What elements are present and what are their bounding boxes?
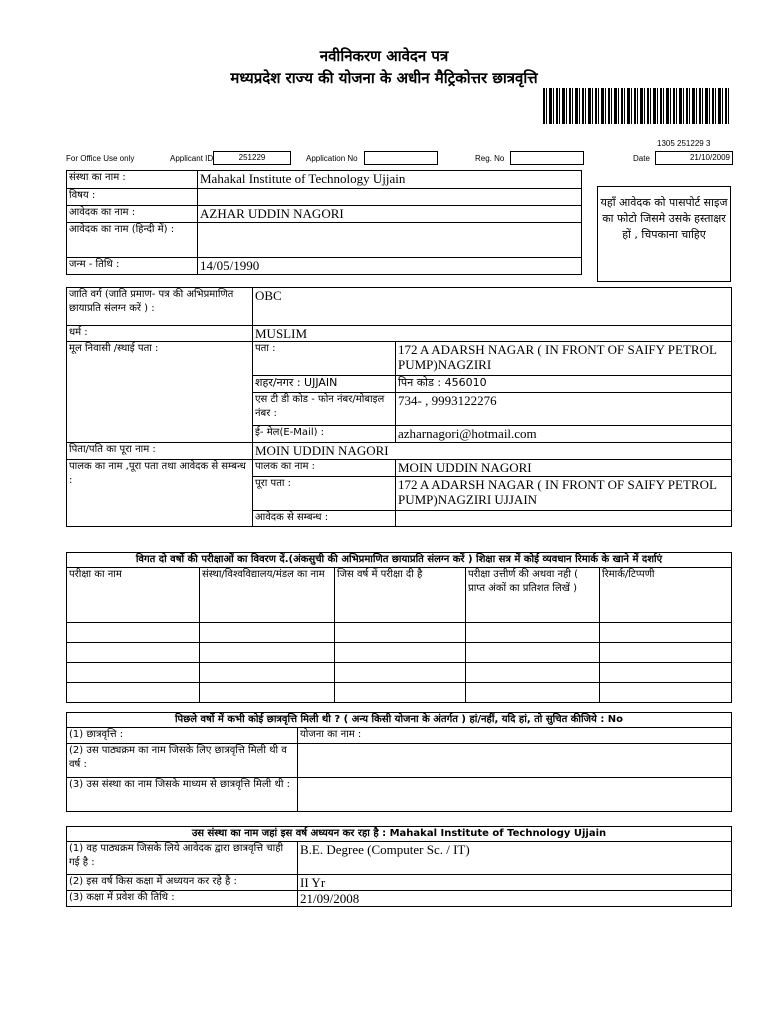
email-value[interactable]: azharnagori@hotmail.com <box>396 426 732 443</box>
photo-box: यहाँ आवेदक को पासपोर्ट साइज का फोटो जिसमे उसके हस्ताक्षर हों , चिपकाना चाहिए <box>597 186 731 282</box>
dob-label: जन्म - तिथि : <box>67 258 198 275</box>
guardian-name-value[interactable]: MOIN UDDIN NAGORI <box>396 460 732 477</box>
guardian-addr-value[interactable]: 172 A ADARSH NAGAR ( IN FRONT OF SAIFY PETROL PUMP)NAGZIRI UJJAIN <box>396 477 732 511</box>
address-label: मूल निवासी /स्थाई पता : <box>67 342 253 443</box>
guardian-name-label: पालक का नाम : <box>253 460 396 477</box>
table-row <box>67 623 732 643</box>
reg-no-label: Reg. No <box>475 154 505 163</box>
exam-col-year: जिस वर्ष में परीक्षा दी है <box>335 568 466 623</box>
father-name-value[interactable]: MOIN UDDIN NAGORI <box>253 443 732 460</box>
subject-value[interactable] <box>198 189 582 206</box>
exams-heading: विगत दो वर्षो की परीक्षाओं का विवरण दें.(अंकसुची की अभिप्रमाणित छायाप्रति संलग्न करें ) शिक्षा सत्र में कोई व्यवधान रिमार्क के खाने में दर्शाएं <box>67 553 732 568</box>
details-table <box>66 287 732 527</box>
caste-value[interactable]: OBC <box>253 288 732 326</box>
prev-row1-label: (1) छात्रवृत्ति : <box>67 728 298 744</box>
applicant-name-hindi-value[interactable] <box>198 223 582 258</box>
application-no-field[interactable] <box>364 151 438 165</box>
current-heading: उस संस्था का नाम जहां इस वर्ष अध्ययन कर रहा है : Mahakal Institute of Technology Ujjain <box>67 827 732 842</box>
application-no-label: Application No <box>306 154 358 163</box>
guardian-label: पालक का नाम ,पूरा पता तथा आवेदक से सम्बन्ध : <box>67 460 253 527</box>
course-value[interactable]: B.E. Degree (Computer Sc. / IT) <box>298 842 732 875</box>
applicant-name-hindi-label: आवेदक का नाम (हिन्दी में) : <box>67 223 198 258</box>
prev-row3-label: (3) उस संस्था का नाम जिसके माध्यम से छात्रवृत्ति मिली थी : <box>67 778 298 812</box>
class-value[interactable]: II Yr <box>298 875 732 891</box>
exam-col-board: संस्था/विश्वविद्यालय/मंडल का नाम <box>200 568 335 623</box>
date-label: Date <box>633 154 650 163</box>
current-institution-table <box>66 826 732 907</box>
email-label: ई- मेल(E-Mail) : <box>253 426 396 443</box>
institute-value[interactable]: Mahakal Institute of Technology Ujjain <box>198 171 582 189</box>
applicant-id-label: Applicant ID <box>170 154 214 163</box>
form-title: नवीनिकरण आवेदन पत्र <box>319 47 449 65</box>
pin-label: पिन कोड : 456010 <box>396 376 732 393</box>
exam-col-remark: रिमार्क/टिप्पणी <box>600 568 732 623</box>
applicant-id-field[interactable]: 251229 <box>213 151 291 165</box>
dob-value[interactable]: 14/05/1990 <box>198 258 582 275</box>
relation-label: आवेदक से सम्बन्ध : <box>253 511 396 527</box>
addr-value[interactable]: 172 A ADARSH NAGAR ( IN FRONT OF SAIFY PETROL PUMP)NAGZIRI <box>396 342 732 376</box>
applicant-name-label: आवेदक का नाम : <box>67 206 198 223</box>
date-field[interactable]: 21/10/2009 <box>655 151 733 165</box>
table-row <box>67 643 732 663</box>
phone-value[interactable]: 734- , 9993122276 <box>396 393 732 426</box>
table-row <box>67 683 732 703</box>
office-use-label: For Office Use only <box>66 154 135 163</box>
subject-label: विषय : <box>67 189 198 206</box>
previous-scholarship-table <box>66 712 732 812</box>
exam-col-name: परीक्षा का नाम <box>67 568 200 623</box>
religion-label: धर्म : <box>67 326 253 342</box>
course-label: (1) वह पाठ्यक्रम जिसके लिये आवेदक द्वारा छात्रवृत्ति चाही गई है : <box>67 842 298 875</box>
exams-table <box>66 552 732 703</box>
admission-date-value[interactable]: 21/09/2008 <box>298 891 732 907</box>
table-row <box>67 663 732 683</box>
father-name-label: पिता/पति का पूरा नाम : <box>67 443 253 460</box>
class-label: (2) इस वर्ष किस कक्षा में अध्ययन कर रहे है : <box>67 875 298 891</box>
addr-label: पता : <box>253 342 396 376</box>
prev-row3-value[interactable] <box>298 778 732 812</box>
prev-heading: पिछले वर्षो में कभी कोई छात्रवृत्ति मिली थी ? ( अन्य किसी योजना के अंतर्गत ) हां/नहीं, यदि हां, तो सुचित कीजिये : No <box>67 713 732 728</box>
barcode-number: 1305 251229 3 <box>657 139 711 148</box>
scheme-name-label: योजना का नाम : <box>298 728 732 744</box>
barcode-image <box>543 88 730 124</box>
guardian-addr-label: पूरा पता : <box>253 477 396 511</box>
caste-label: जाति वर्ग (जाति प्रमाण- पत्र की अभिप्रमाणित छायाप्रति संलग्न करें ) : <box>67 288 253 326</box>
city-label: शहर/नगर : UJJAIN <box>253 376 396 393</box>
institute-label: संस्था का नाम : <box>67 171 198 189</box>
exam-col-result: परीक्षा उत्तीर्ण की अथवा नही ( प्राप्त अंकों का प्रतिशत लिखें ) <box>466 568 600 623</box>
relation-value[interactable] <box>396 511 732 527</box>
reg-no-field[interactable] <box>510 151 584 165</box>
applicant-name-value[interactable]: AZHAR UDDIN NAGORI <box>198 206 582 223</box>
religion-value[interactable]: MUSLIM <box>253 326 732 342</box>
basic-info-table <box>66 170 582 275</box>
form-subtitle: मध्यप्रदेश राज्य की योजना के अधीन मैट्रिकोत्तर छात्रवृत्ति <box>230 69 538 87</box>
phone-label: एस टी डी कोड - फोन नंबर/मोबाइल नंबर : <box>253 393 396 426</box>
prev-row2-label: (2) उस पाठ्यक्रम का नाम जिसके लिए छात्रवृत्ति मिली थी व वर्ष : <box>67 744 298 778</box>
admission-date-label: (3) कक्षा में प्रवेश की तिथि : <box>67 891 298 907</box>
prev-row2-value[interactable] <box>298 744 732 778</box>
